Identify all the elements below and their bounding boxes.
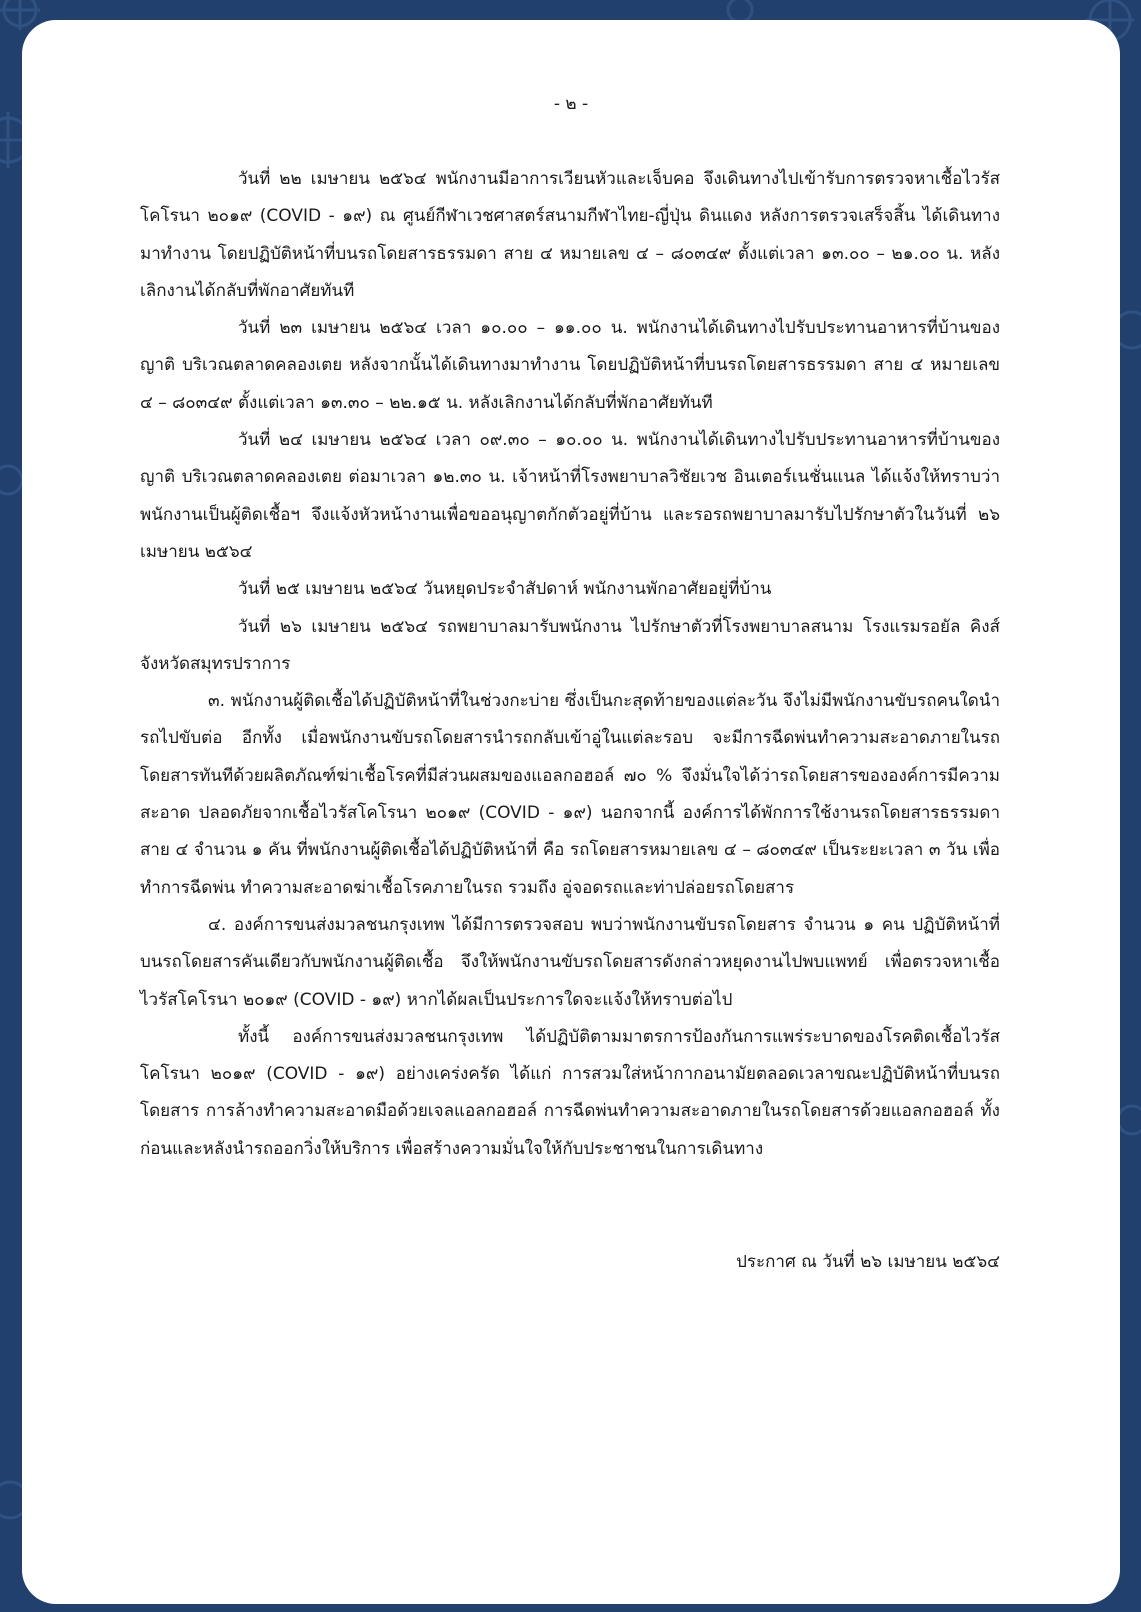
announcement-date: ประกาศ ณ วันที่ ๒๖ เมษายน ๒๕๖๔ bbox=[736, 1252, 1000, 1272]
paragraph-april-25: วันที่ ๒๕ เมษายน ๒๕๖๔ วันหยุดประจำสัปดาห์ พนักงานพักอาศัยอยู่ที่บ้าน bbox=[238, 579, 772, 600]
document-body bbox=[140, 161, 1000, 1168]
paragraph-item-4: ๔. องค์การขนส่งมวลชนกรุงเทพ ได้มีการตรวจสอบ พบว่าพนักงานขับรถโดยสาร จำนวน ๑ คน ปฏิบัติหน้าที่บนรถโดยสารคันเดียวกับพนักงานผู้ติดเชื้อ จึงให้พนักงานขับรถโดยสารดังกล่าวหยุดงานไปพบแพทย์ เพื่อตรวจหาเชื้อไวรัสโคโรนา ๒๐๑๙ (COVID - ๑๙) หากได้ผลเป็นประการใดจะแจ้งให้ทราบต่อไป bbox=[140, 914, 1000, 1010]
page-number: - ๒ - bbox=[553, 94, 589, 114]
document-page bbox=[22, 20, 1120, 1604]
paragraph-measures: ทั้งนี้ องค์การขนส่งมวลชนกรุงเทพ ได้ปฏิบัติตามมาตรการป้องกันการแพร่ระบาดของโรคติดเชื้อไวรัสโคโรนา ๒๐๑๙ (COVID - ๑๙) อย่างเคร่งครัด ได้แก่ การสวมใส่หน้ากากอนามัยตลอดเวลาขณะปฏิบัติหน้าที่บนรถโดยสาร การล้างทำความสะอาดมือด้วยเจลแอลกอฮอล์ การฉีดพ่นทำความสะอาดภายในรถโดยสารด้วยแอลกอฮอล์ ทั้งก่อนและหลังนำรถออกวิ่งให้บริการ เพื่อสร้างความมั่นใจให้กับประชาชนในการเดินทาง bbox=[140, 1026, 1000, 1159]
paragraph-item-3: ๓. พนักงานผู้ติดเชื้อได้ปฏิบัติหน้าที่ในช่วงกะบ่าย ซึ่งเป็นกะสุดท้ายของแต่ละวัน จึงไม่มีพนักงานขับรถคนใดนำรถไปขับต่อ อีกทั้ง เมื่อพนักงานขับรถโดยสารนำรถกลับเข้าอู่ในแต่ละรอบ จะมีการฉีดพ่นทำความสะอาดภายในรถโดยสารทันทีด้วยผลิตภัณฑ์ฆ่าเชื้อโรคที่มีส่วนผสมของแอลกอฮอล์ ๗๐ % จึงมั่นใจได้ว่ารถโดยสารขององค์การมีความสะอาด ปลอดภัยจากเชื้อไวรัสโคโรนา ๒๐๑๙ (COVID - ๑๙) นอกจากนี้ องค์การได้พักการใช้งานรถโดยสารธรรมดา สาย ๔ จำนวน ๑ คัน ที่พนักงานผู้ติดเชื้อได้ปฏิบัติหน้าที่ คือ รถโดยสารหมายเลข ๔ – ๘๐๓๔๙ เป็นระยะเวลา ๓ วัน เพื่อทำการฉีดพ่น ทำความสะอาดฆ่าเชื้อโรคภายในรถ รวมถึง อู่จอดรถและท่าปล่อยรถโดยสาร bbox=[140, 691, 1000, 898]
paragraph-april-24: วันที่ ๒๔ เมษายน ๒๕๖๔ เวลา ๐๙.๓๐ – ๑๐.๐๐ น. พนักงานได้เดินทางไปรับประทานอาหารที่บ้านของญาติ บริเวณตลาดคลองเตย ต่อมาเวลา ๑๒.๓๐ น. เจ้าหน้าที่โรงพยาบาลวิชัยเวช อินเตอร์เนชั่นแนล ได้แจ้งให้ทราบว่าพนักงานเป็นผู้ติดเชื้อฯ จึงแจ้งหัวหน้างานเพื่อขออนุญาตกักตัวอยู่ที่บ้าน และรอรถพยาบาลมารับไปรักษาตัวในวันที่ ๒๖ เมษายน ๒๕๖๔ bbox=[140, 430, 1000, 562]
paragraph-april-22: วันที่ ๒๒ เมษายน ๒๕๖๔ พนักงานมีอาการเวียนหัวและเจ็บคอ จึงเดินทางไปเข้ารับการตรวจหาเชื้อไวรัสโคโรนา ๒๐๑๙ (COVID - ๑๙) ณ ศูนย์กีฬาเวชศาสตร์สนามกีฬาไทย-ญี่ปุ่น ดินแดง หลังการตรวจเสร็จสิ้น ได้เดินทางมาทำงาน โดยปฏิบัติหน้าที่บนรถโดยสารธรรมดา สาย ๔ หมายเลข ๔ – ๘๐๓๔๙ ตั้งแต่เวลา ๑๓.๐๐ – ๒๑.๐๐ น. หลังเลิกงานได้กลับที่พักอาศัยทันที bbox=[140, 169, 1000, 301]
paragraph-april-23: วันที่ ๒๓ เมษายน ๒๕๖๔ เวลา ๑๐.๐๐ – ๑๑.๐๐ น. พนักงานได้เดินทางไปรับประทานอาหารที่บ้านของญาติ บริเวณตลาดคลองเตย หลังจากนั้นได้เดินทางมาทำงาน โดยปฏิบัติหน้าที่บนรถโดยสารธรรมดา สาย ๔ หมายเลข ๔ – ๘๐๓๔๙ ตั้งแต่เวลา ๑๓.๓๐ – ๒๒.๑๕ น. หลังเลิกงานได้กลับที่พักอาศัยทันที bbox=[140, 318, 1000, 413]
paragraph-april-26: วันที่ ๒๖ เมษายน ๒๕๖๔ รถพยาบาลมารับพนักงาน ไปรักษาตัวที่โรงพยาบาลสนาม โรงแรมรอยัล คิงส์ จังหวัดสมุทรปราการ bbox=[140, 616, 1000, 674]
